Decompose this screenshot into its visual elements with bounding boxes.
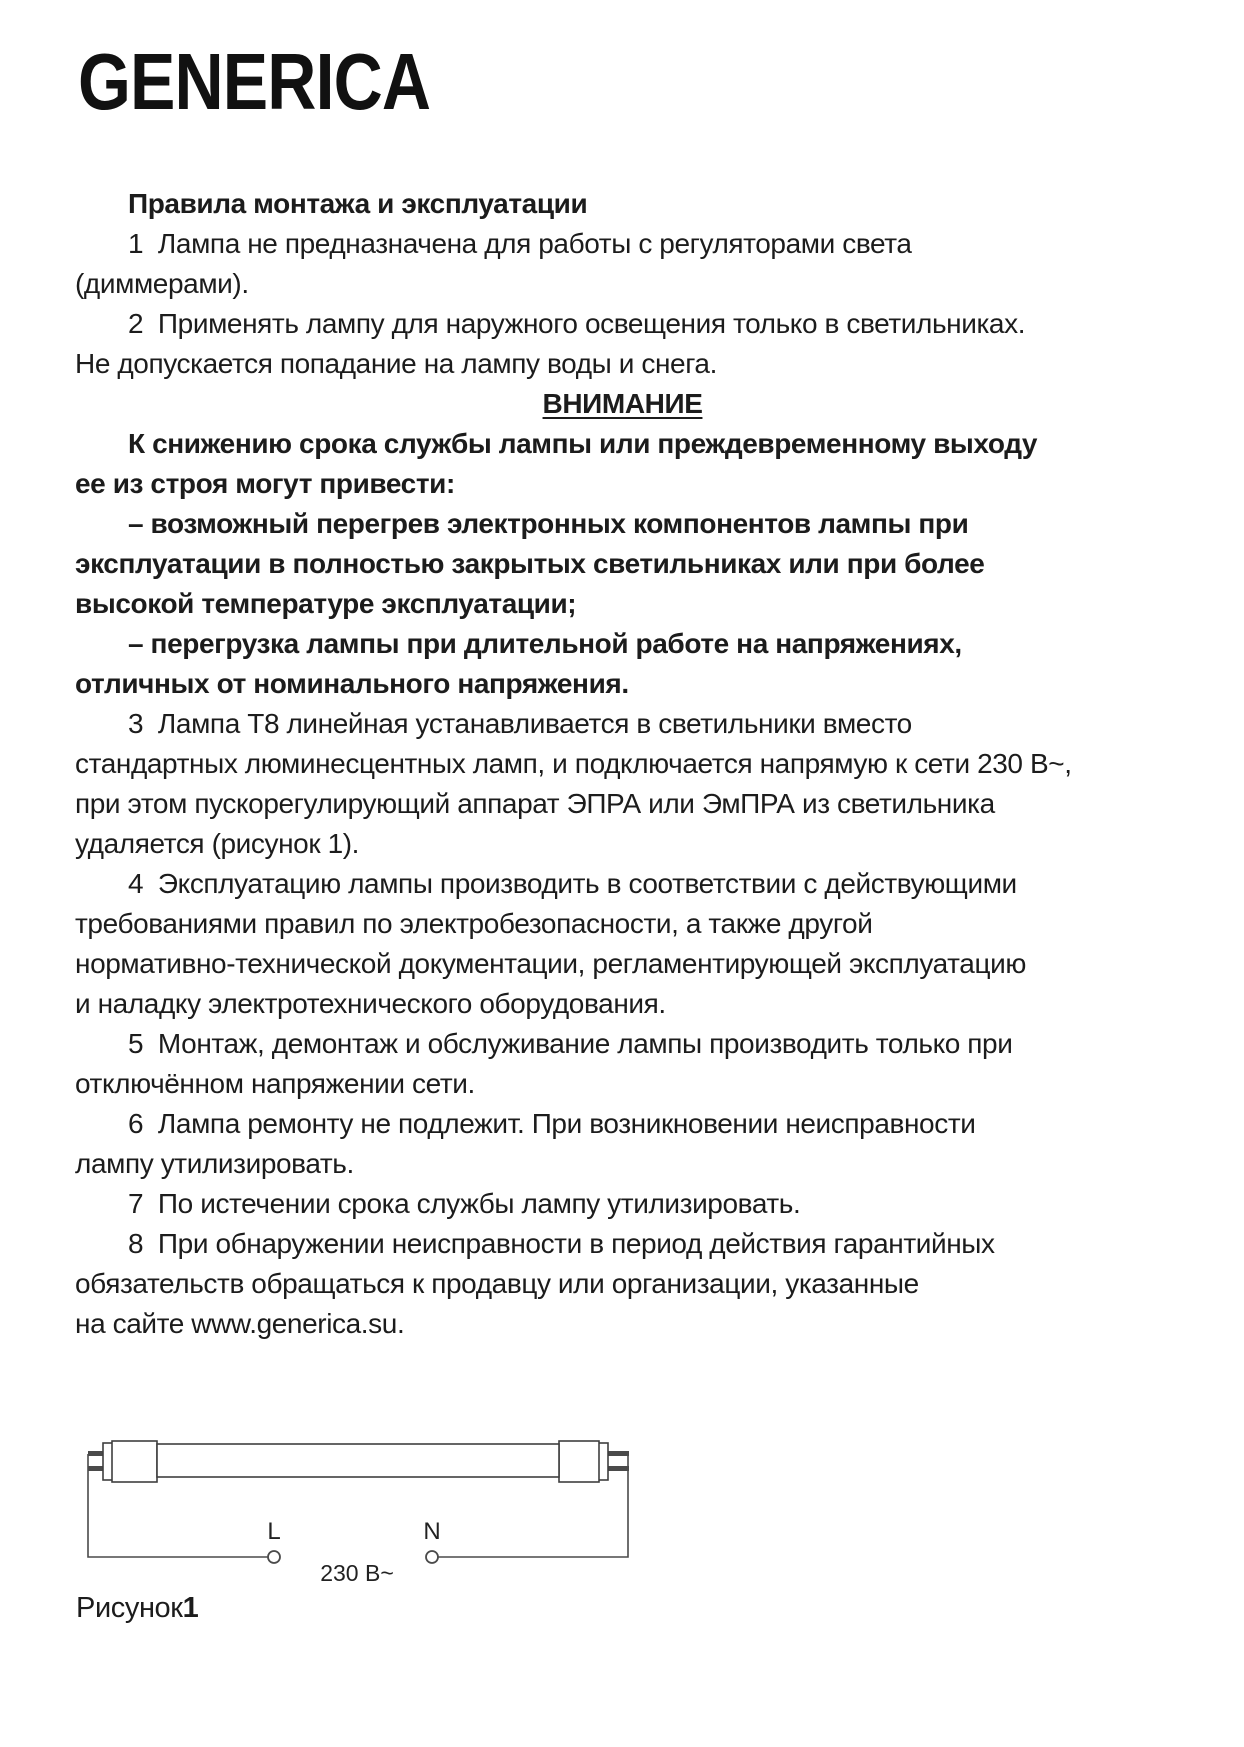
text-line: при этом пускорегулирующий аппарат ЭПРА или ЭмПРА из светильника	[75, 788, 995, 819]
lamp-pin-icon	[608, 1451, 629, 1456]
text-line: 1 Лампа не предназначена для работы с регуляторами света	[128, 228, 912, 259]
text-line: (диммерами).	[75, 268, 249, 299]
text-line: – возможный перегрев электронных компонентов лампы при	[128, 508, 969, 539]
lamp-tube	[157, 1444, 559, 1477]
text-line: лампу утилизировать.	[75, 1148, 354, 1179]
terminal-n-label: N	[423, 1518, 441, 1545]
text-line: эксплуатации в полностью закрытых светильниках или при более	[75, 548, 985, 579]
text-line: и наладку электротехнического оборудования.	[75, 988, 666, 1019]
text-line: К снижению срока службы лампы или преждевременному выходу	[128, 428, 1038, 459]
lamp-cap-left	[112, 1441, 157, 1482]
brand-logo: GENERICA	[78, 37, 431, 126]
attention-heading: ВНИМАНИЕ	[542, 388, 703, 419]
terminal-l-label: L	[267, 1518, 281, 1545]
website-line: на сайте www.generica.su.	[75, 1308, 405, 1339]
lamp-cap-right	[559, 1441, 599, 1482]
figure-caption	[76, 1592, 198, 1625]
text-line: – перегрузка лампы при длительной работе на напряжениях,	[128, 628, 962, 659]
text-line: нормативно-технической документации, регламентирующей эксплуатацию	[75, 948, 1026, 979]
text-line: 4 Эксплуатацию лампы производить в соответствии с действующими	[128, 868, 1017, 899]
section-heading: Правила монтажа и эксплуатации	[128, 188, 588, 219]
text-line: удаляется (рисунок 1).	[75, 828, 360, 859]
figure-caption-text: Рисунок	[76, 1592, 183, 1624]
text-line: 8 При обнаружении неисправности в период действия гарантийных	[128, 1228, 995, 1259]
voltage-label: 230 В~	[320, 1560, 394, 1586]
lamp-wiring-diagram	[80, 1435, 640, 1595]
lamp-pin-icon	[608, 1466, 629, 1471]
figure-caption-number: 1	[182, 1592, 199, 1624]
document-body	[75, 184, 1170, 1344]
terminal-l	[268, 1551, 280, 1563]
text-line: обязательств обращаться к продавцу или организации, указанные	[75, 1268, 919, 1299]
text-line: высокой температуре эксплуатации;	[75, 588, 577, 619]
text-line: стандартных люминесцентных ламп, и подключается напрямую к сети 230 В~,	[75, 748, 1072, 779]
text-line: требованиями правил по электробезопасности, а также другой	[75, 908, 873, 939]
text-line: 7 По истечении срока службы лампу утилизировать.	[128, 1188, 801, 1219]
text-line: 5 Монтаж, демонтаж и обслуживание лампы производить только при	[128, 1028, 1013, 1059]
text-line: 3 Лампа Т8 линейная устанавливается в светильники вместо	[128, 708, 912, 739]
text-line: отключённом напряжении сети.	[75, 1068, 475, 1099]
text-line: 2 Применять лампу для наружного освещения только в светильниках.	[128, 308, 1026, 339]
terminal-n	[426, 1551, 438, 1563]
text-line: ее из строя могут привести:	[75, 468, 455, 499]
text-line: Не допускается попадание на лампу воды и снега.	[75, 348, 717, 379]
text-line: отличных от номинального напряжения.	[75, 668, 629, 699]
text-line: 6 Лампа ремонту не подлежит. При возникновении неисправности	[128, 1108, 976, 1139]
